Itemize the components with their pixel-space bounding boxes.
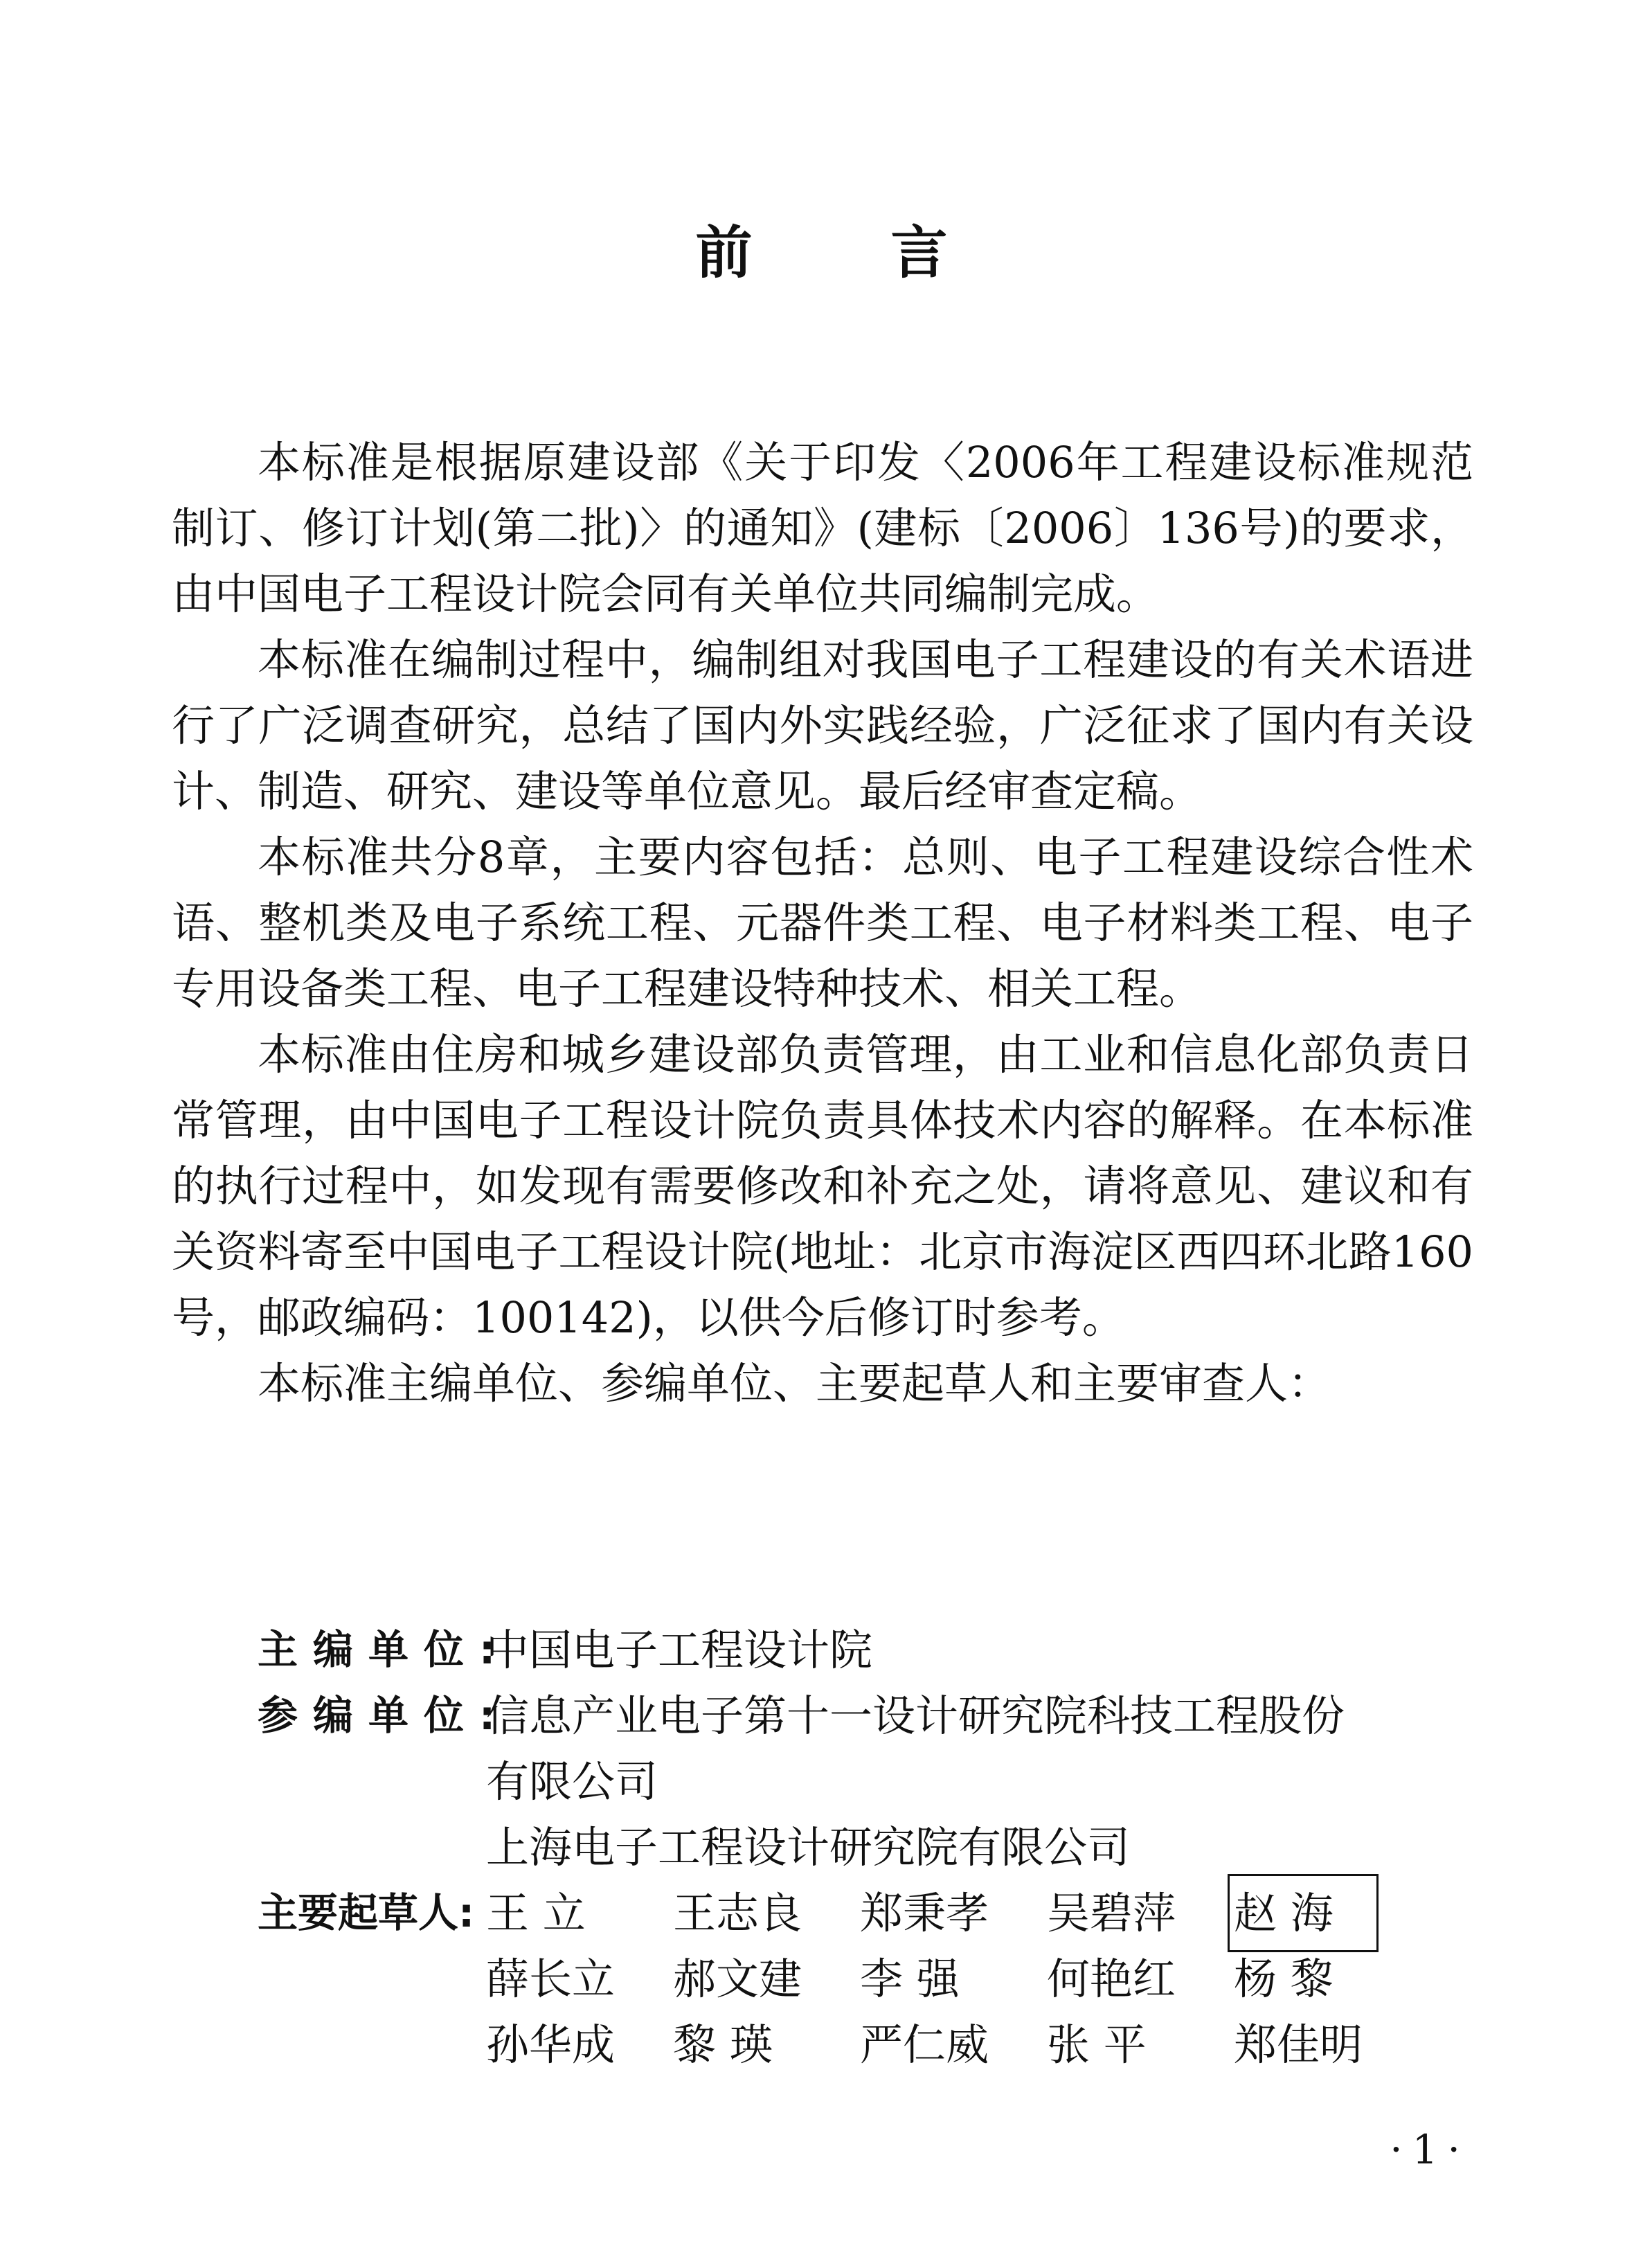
preface-body (172, 429, 1473, 1416)
participating-units-label: 参编单位: (258, 1692, 511, 1739)
chief-unit-row (172, 1617, 1473, 1683)
drafter-name: 郝文建 (673, 1954, 802, 2004)
drafter-name-boxed: 赵 海 (1234, 1880, 1372, 1946)
drafter-name: 王 立 (486, 1888, 586, 1938)
drafter-name: 杨 黎 (1234, 1954, 1334, 2004)
participating-unit: 信息产业电子第十一设计研究院科技工程股份 (486, 1690, 1345, 1741)
drafter-name: 郑佳明 (1234, 2019, 1363, 2070)
paragraph: 本标准是根据原建设部《关于印发〈2006年工程建设标准规范制订、修订计划(第二批)〉的通知》(建标〔2006〕136号)的要求，由中国电子工程设计院会同有关单位共同编制完成。 (172, 437, 1473, 619)
paragraph: 本标准主编单位、参编单位、主要起草人和主要审查人： (258, 1358, 1331, 1409)
participating-units-row (172, 1683, 1473, 1880)
drafter-name: 薛长立 (486, 1954, 616, 2004)
contributors-section (172, 1617, 1473, 2078)
drafter-name: 王志良 (673, 1888, 802, 1938)
participating-unit: 上海电子工程设计研究院有限公司 (486, 1822, 1131, 1873)
drafter-name: 吴碧萍 (1047, 1888, 1176, 1938)
drafters-row (172, 1880, 1473, 2078)
page-number: ·1· (1390, 2126, 1470, 2173)
chief-unit-label: 主编单位: (258, 1626, 511, 1673)
paragraph: 本标准由住房和城乡建设部负责管理，由工业和信息化部负责日常管理，由中国电子工程设计院负责具体技术内容的解释。在本标准的执行过程中，如发现有需要修改和补充之处，请将意见、建议和有关资料寄至中国电子工程设计院(地址：北京市海淀区西四环北路160号，邮政编码：100142)，以供今后修订时参考。 (172, 1029, 1473, 1343)
page-title: 前言 (695, 220, 1086, 286)
paragraph: 本标准共分8章，主要内容包括：总则、电子工程建设综合性术语、整机类及电子系统工程、元器件类工程、电子材料类工程、电子专用设备类工程、电子工程建设特种技术、相关工程。 (172, 832, 1473, 1014)
paragraph: 本标准在编制过程中，编制组对我国电子工程建设的有关术语进行了广泛调查研究，总结了国内外实践经验，广泛征求了国内有关设计、制造、研究、建设等单位意见。最后经审查定稿。 (172, 634, 1473, 816)
drafter-name: 郑秉孝 (860, 1888, 989, 1938)
drafter-name: 孙华成 (486, 2019, 616, 2070)
drafter-name: 张 平 (1047, 2019, 1147, 2070)
drafter-name: 严仁威 (860, 2019, 989, 2070)
drafter-name: 黎 瑛 (673, 2019, 773, 2070)
drafters-names (486, 1880, 1473, 2078)
drafter-name: 李 强 (860, 1954, 960, 2004)
chief-unit-value: 中国电子工程设计院 (486, 1625, 873, 1675)
drafter-name: 何艳红 (1047, 1954, 1176, 2004)
drafters-label: 主要起草人: (258, 1889, 475, 1936)
participating-unit: 有限公司 (486, 1756, 658, 1807)
